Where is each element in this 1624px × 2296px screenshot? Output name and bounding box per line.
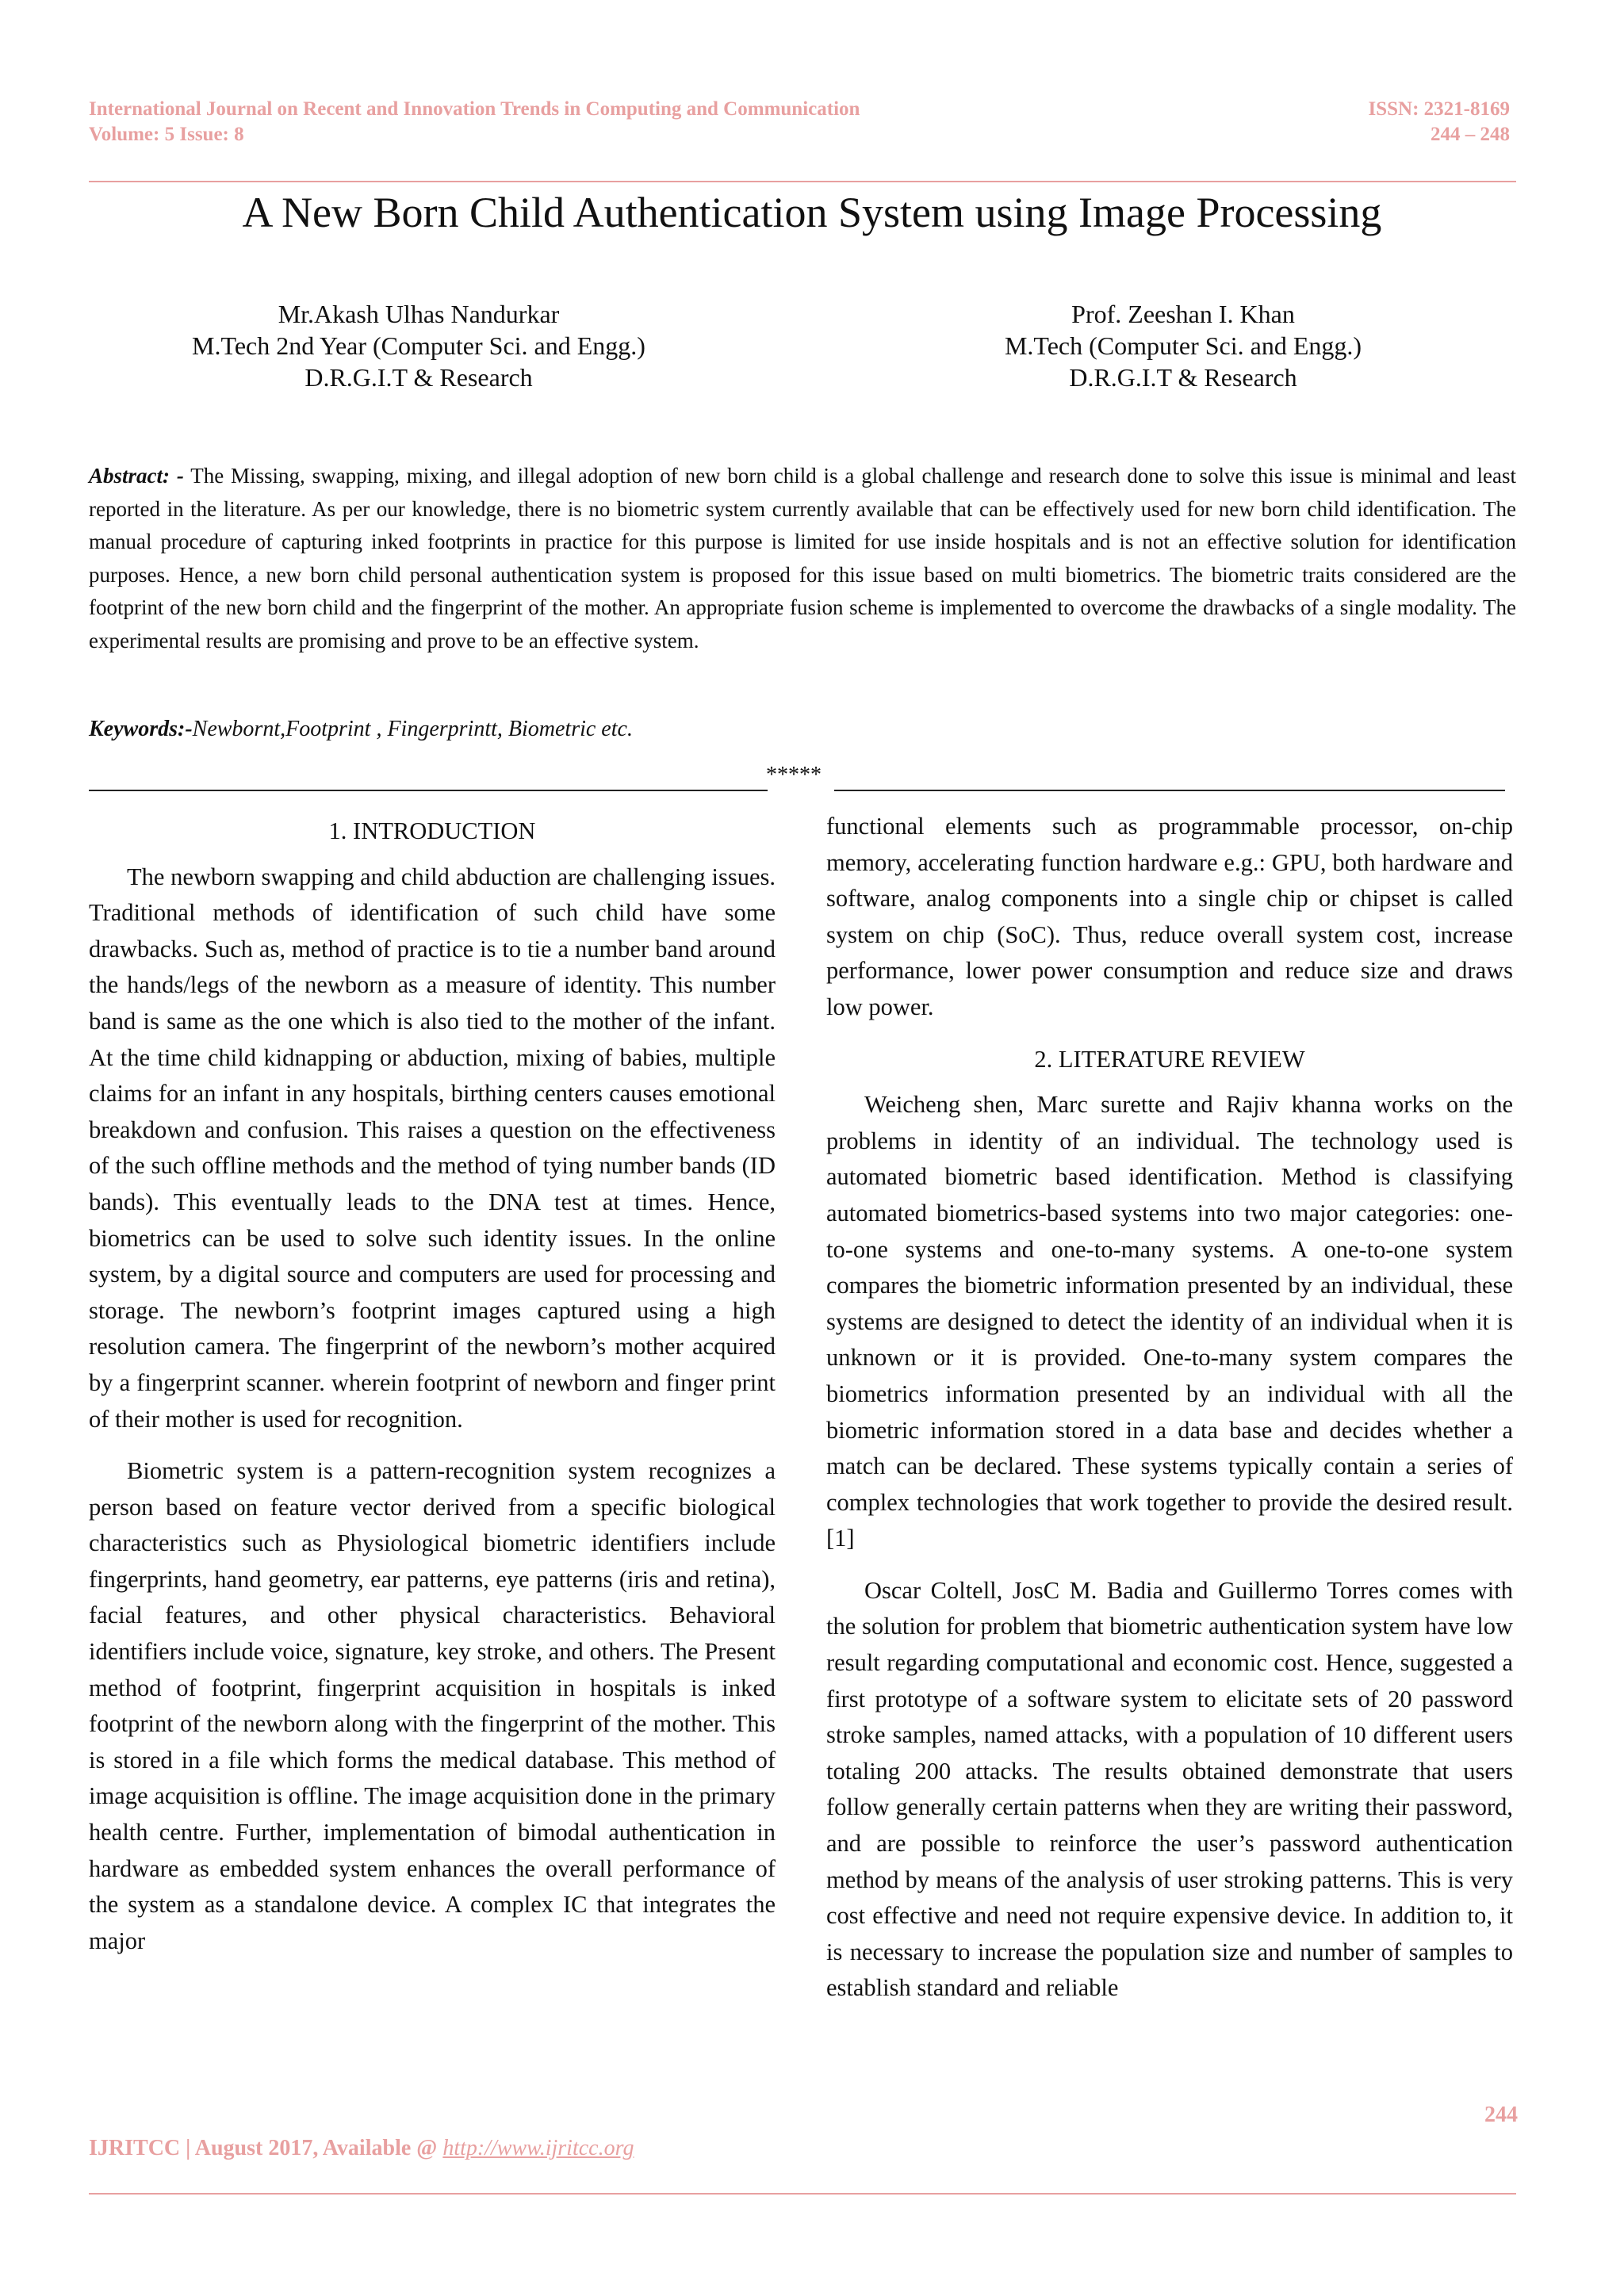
literature-paragraph: Oscar Coltell, JosC M. Badia and Guillermo Torres comes with the solution for problem that biometric authentication system have low result regarding computational and economic cost. Hence, suggested a first prototype of a software system to elicitate sets of 20 password stroke samples, named attacks, with a population of 10 different users totaling 200 attacks. The results obtained demonstrate that users follow generally certain patterns when they are writing their password, and are possible to reinforce the user’s password authentication method by means of the analysis of user stroking patterns. This is very cost effective and need not require expensive device. In addition to, it is necessary to increase the population size and number of samples to establish standard and reliable — [826, 1576, 1513, 2002]
introduction-paragraph: The newborn swapping and child abduction are challenging issues. Traditional methods of identification of such child have some drawbacks. Such as, method of practice is to tie a number band around the hands/legs of the newborn as a measure of identity. This number band is same as the one which is also tied to the mother of the infant. At the time child kidnapping or abduction, mixing of babies, multiple claims for an infant in any hospitals, birthing centers causes emotional breakdown and confusion. This raises a question on the effectiveness of the such offline methods and the method of tying number bands (ID bands). This eventually leads to the DNA test at times. Hence, biometrics can be used to solve such identity issues. In the online system, by a digital source and computers are used for processing and storage. The newborn’s footprint images captured using a high resolution camera. The fingerprint of the newborn’s mother acquired by a fingerprint scanner. wherein footprint of newborn and finger print of their mother is used for recognition. — [89, 863, 776, 1433]
author-block-2 — [866, 298, 1500, 393]
left-column — [89, 809, 776, 1975]
author-name: Mr.Akash Ulhas Nandurkar — [278, 300, 560, 328]
introduction-heading: 1. INTRODUCTION — [328, 817, 536, 844]
literature-paragraph: Weicheng shen, Marc surette and Rajiv khanna works on the problems in identity of an individual. The technology used is automated biometric based identification. Method is classifying automated biometrics-based systems into two major categories: one-to-one systems and one-to-many systems. A one-to-one system compares the biometric information presented by an individual, these systems are designed to detect the identity of an individual when it is unknown or it is provided. One-to-many system compares the biometrics information presented by an individual with all the biometric information stored in a data base and decides whether a match can be declared. These systems typically contain a series of complex technologies that work together to provide the desired result.[1] — [826, 1091, 1513, 1552]
author-degree: M.Tech 2nd Year (Computer Sci. and Engg.) — [192, 331, 645, 360]
right-column — [826, 809, 1513, 2022]
author-affiliation: D.R.G.I.T & Research — [1069, 363, 1297, 392]
footer-text: IJRITCC | August 2017, Available @ — [89, 2136, 443, 2160]
footer-rule — [89, 2193, 1516, 2195]
abstract-text: The Missing, swapping, mixing, and illegal adoption of new born child is a global challenge and research done to solve this issue is minimal and least reported in the literature. As per our knowledge, there is no biometric system currently available that can be effectively used for new born child identification. The manual procedure of capturing inked footprints in practice for this purpose is limited for use inside hospitals and is not an effective solution for identification purposes. Hence, a new born child personal authentication system is proposed for this issue based on multi biometrics. The biometric traits considered are the footprint of the new born child and the fingerprint of the mother. An appropriate fusion scheme is implemented to overcome the drawbacks of a single modality. The experimental results are promising and prove to be an effective system. — [89, 464, 1517, 652]
header-rule — [89, 181, 1516, 182]
keywords — [89, 714, 1516, 745]
separator-stars: ***** — [766, 763, 822, 787]
separator-rule-right — [834, 790, 1505, 791]
keywords-label: Keywords:- — [89, 717, 193, 741]
journal-header — [89, 97, 860, 147]
keywords-text: Newbornt,Footprint , Fingerprintt, Biometric etc. — [192, 717, 633, 741]
issn-header — [1369, 97, 1511, 147]
footer — [89, 2133, 634, 2164]
volume-issue: Volume: 5 Issue: 8 — [89, 124, 244, 145]
literature-review-heading: 2. LITERATURE REVIEW — [1034, 1045, 1305, 1073]
introduction-paragraph-continued: functional elements such as programmable processor, on-chip memory, accelerating function hardware e.g.: GPU, both hardware and software, analog components into a single chip or chipset is called system on chip (SoC). Thus, reduce overall system cost, increase performance, lower power consumption and reduce size and draws low power. — [826, 813, 1513, 1020]
page-range: 244 – 248 — [1431, 124, 1510, 145]
abstract-label: Abstract: - — [89, 464, 184, 488]
author-affiliation: D.R.G.I.T & Research — [304, 363, 533, 392]
journal-name: International Journal on Recent and Innovation Trends in Computing and Communication — [89, 98, 860, 120]
author-degree: M.Tech (Computer Sci. and Engg.) — [1004, 331, 1362, 360]
separator-rule-left — [89, 790, 768, 791]
author-name: Prof. Zeeshan I. Khan — [1071, 300, 1295, 328]
author-block-1 — [102, 298, 736, 393]
abstract — [89, 460, 1516, 658]
issn: ISSN: 2321-8169 — [1368, 98, 1510, 120]
journal-link[interactable]: http://www.ijritcc.org — [442, 2136, 634, 2160]
paper-title: A New Born Child Authentication System using Image Processing — [242, 189, 1382, 236]
introduction-paragraph: Biometric system is a pattern-recognition system recognizes a person based on feature vector derived from a specific biological characteristics such as Physiological biometric identifiers include fingerprints, hand geometry, ear patterns, eye patterns (iris and retina), facial features, and other physical characteristics. Behavioral identifiers include voice, signature, key stroke, and others. The Present method of footprint, fingerprint acquisition in hospitals is inked footprint of the newborn along with the fingerprint of the mother. This is stored in a file which forms the medical database. This method of image acquisition is offline. The image acquisition done in the primary health centre. Further, implementation of bimodal authentication in hardware as embedded system enhances the overall performance of the system as a standalone device. A complex IC that integrates the major — [89, 1457, 776, 1954]
page-number: 244 — [1484, 2103, 1518, 2127]
